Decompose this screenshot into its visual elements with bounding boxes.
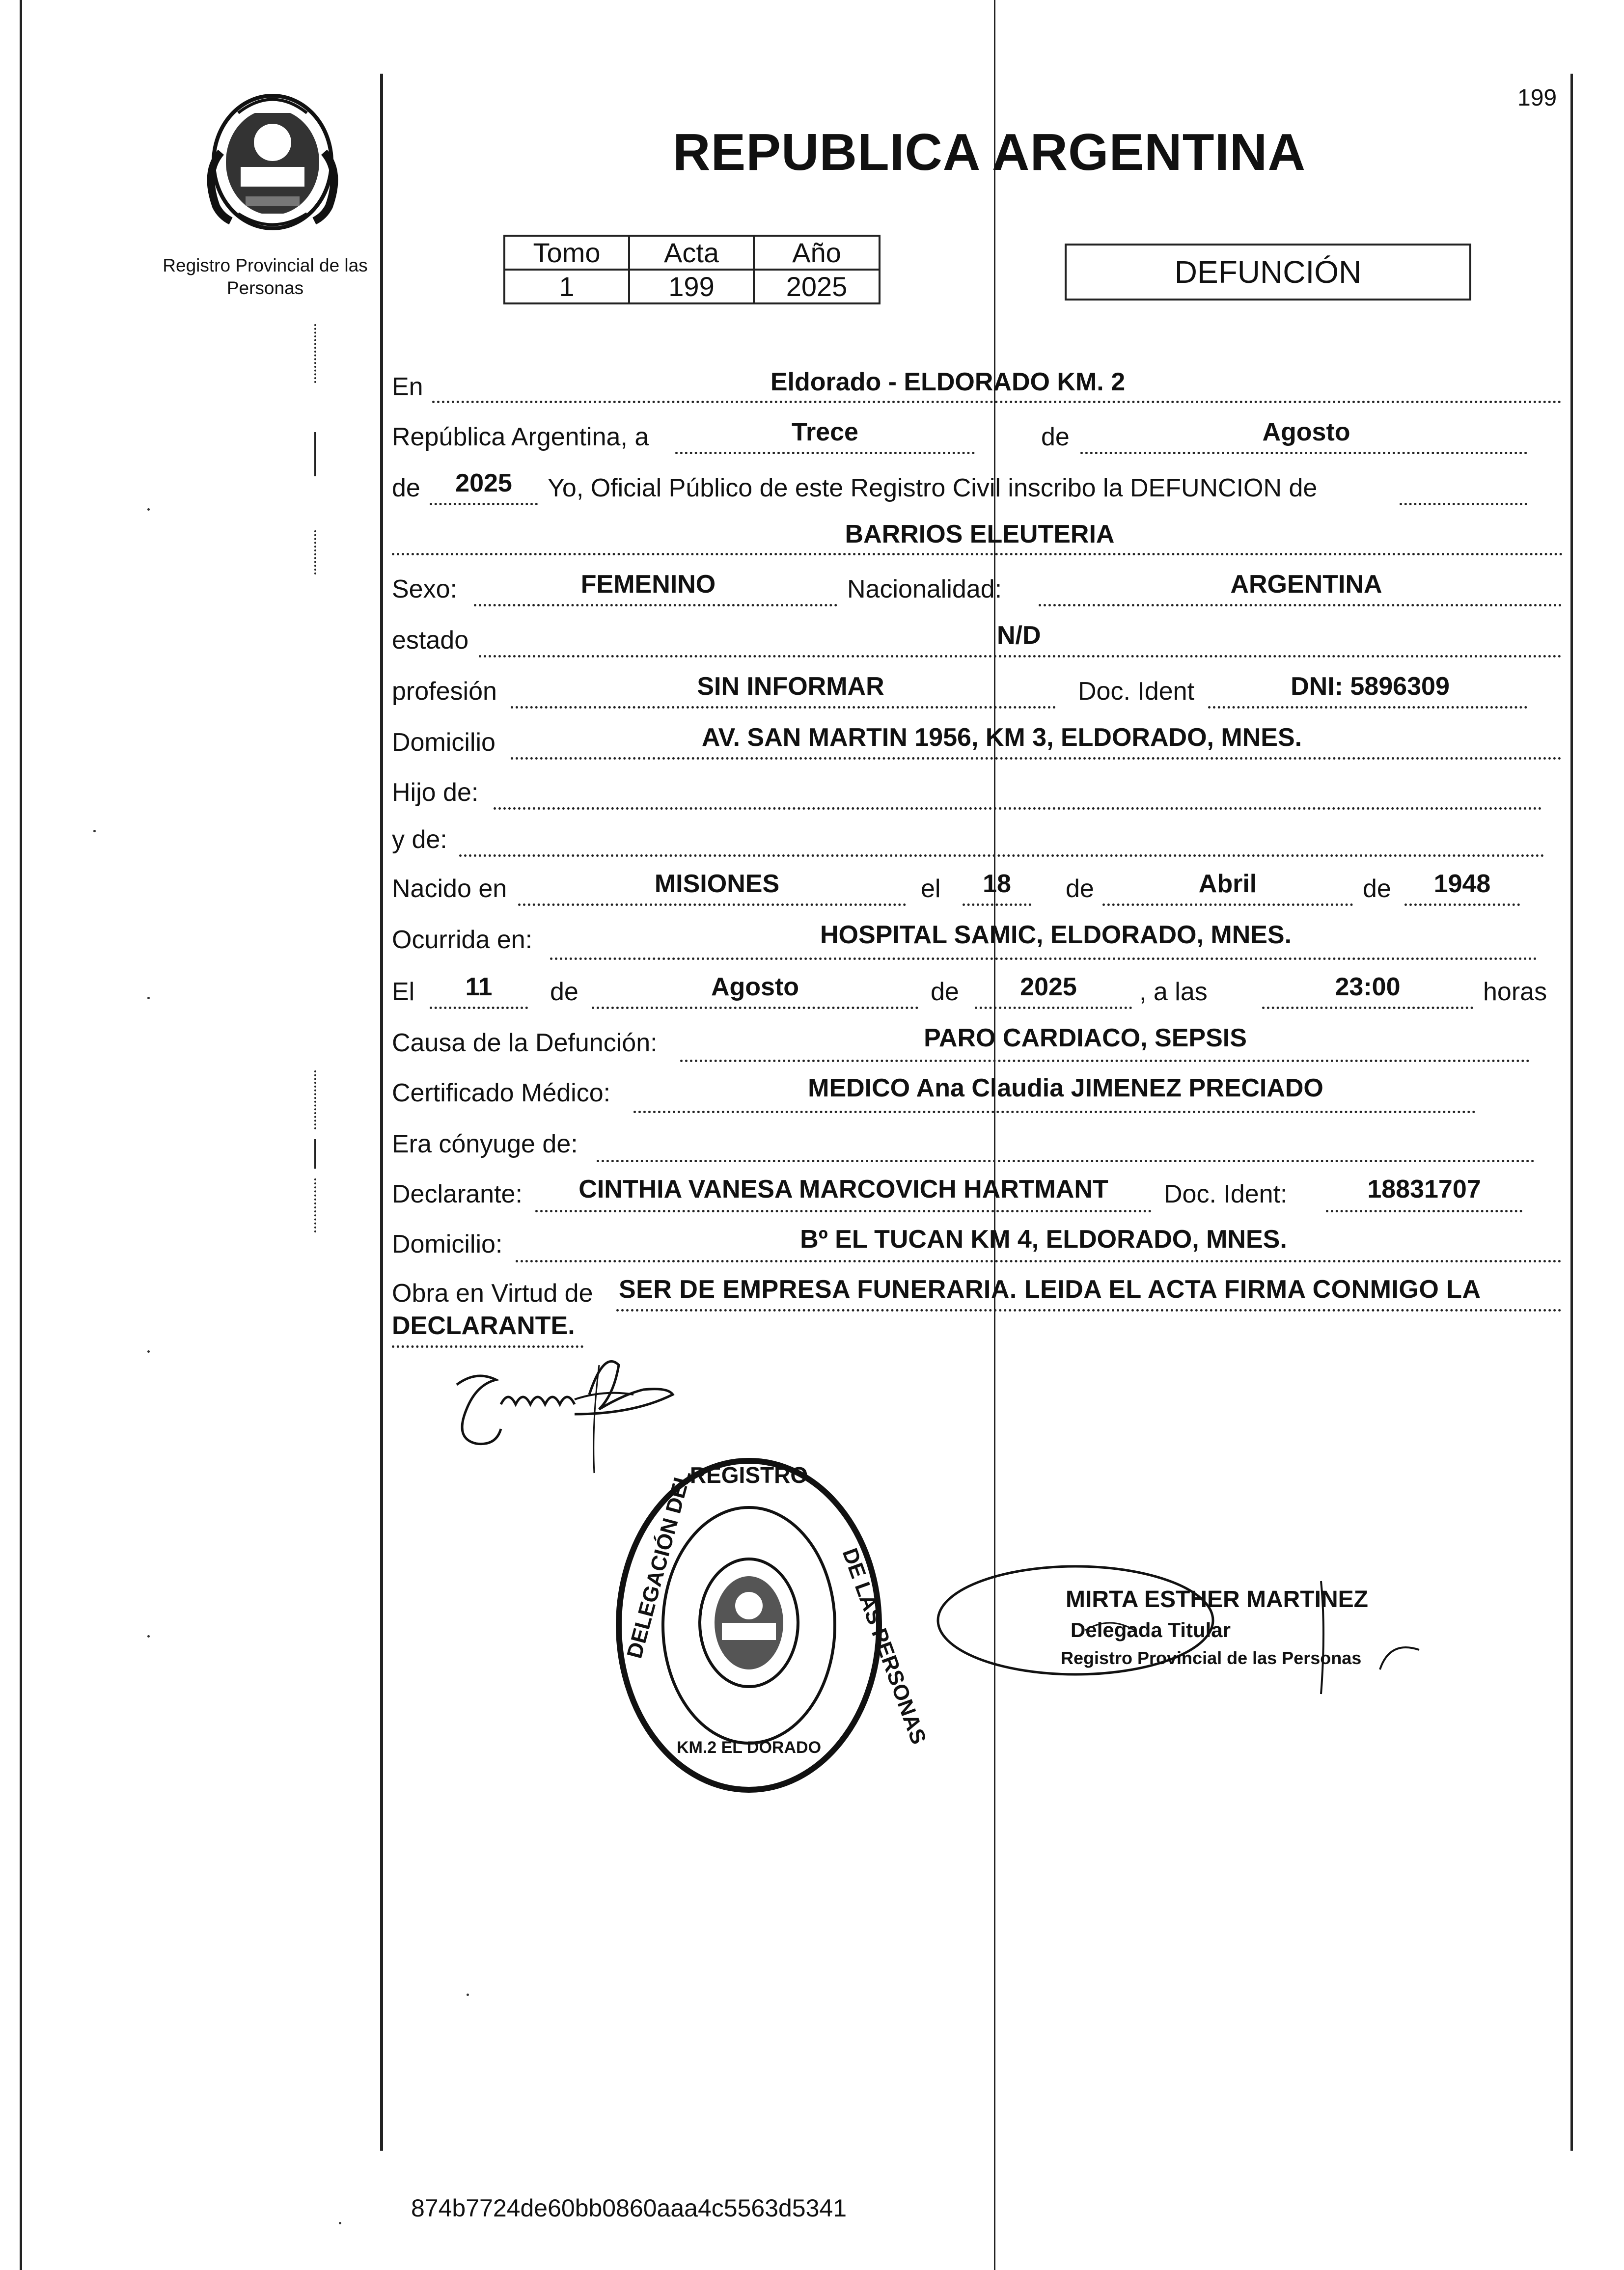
anio-value: 2025 (754, 270, 880, 303)
record-type-box (1065, 244, 1471, 301)
death-time-value: 23:00 (1335, 973, 1401, 1001)
tomo-header: Tomo (504, 236, 629, 270)
year-prefix-label: de (392, 474, 420, 502)
declarante-doc-line (1326, 1210, 1522, 1212)
registry-seal-stamp (611, 1453, 931, 1797)
estado-line (479, 655, 1562, 657)
ocurrida-label: Ocurrida en: (392, 926, 533, 954)
y-de-line (459, 854, 1544, 857)
speck (147, 997, 150, 999)
domicilio-declarante-label: Domicilio: (392, 1230, 503, 1258)
birth-month-value: Abril (1198, 870, 1257, 898)
tomo-value: 1 (504, 270, 629, 303)
conyuge-label: Era cónyuge de: (392, 1130, 578, 1158)
certificado-line (633, 1111, 1476, 1113)
doc-ident-line (1208, 706, 1527, 709)
birth-day-value: 18 (983, 870, 1011, 898)
en-line (432, 401, 1562, 403)
official-role: Delegada Titular (1071, 1618, 1231, 1641)
margin-mark (314, 1178, 316, 1232)
death-time-line (1262, 1007, 1473, 1009)
republica-label: República Argentina, a (392, 423, 649, 451)
official-name: MIRTA ESTHER MARTINEZ (1066, 1586, 1368, 1613)
death-de-label-2: de (931, 978, 959, 1006)
certificado-label: Certificado Médico: (392, 1079, 611, 1107)
record-table-header-row (504, 236, 880, 270)
death-year-value: 2025 (1020, 973, 1077, 1001)
deceased-name-line (392, 553, 1563, 555)
death-de-label: de (550, 978, 578, 1006)
speck (147, 1635, 150, 1638)
declarante-doc-value: 18831707 (1367, 1175, 1481, 1203)
nacido-label: Nacido en (392, 875, 507, 903)
speck (93, 830, 96, 832)
record-table (503, 235, 881, 304)
birth-day-line (963, 903, 1031, 906)
obra-value-line2: DECLARANTE. (392, 1312, 575, 1340)
birth-de-label-2: de (1363, 875, 1391, 903)
anio-header: Año (754, 236, 880, 270)
acta-header: Acta (629, 236, 754, 270)
birth-year-value: 1948 (1433, 870, 1491, 898)
domicilio-declarante-value: Bº EL TUCAN KM 4, ELDORADO, MNES. (800, 1225, 1287, 1254)
speck (147, 1350, 150, 1353)
nacionalidad-line (1039, 604, 1562, 606)
year-line (430, 503, 538, 505)
profesion-value: SIN INFORMAR (697, 672, 884, 701)
declarante-value: CINTHIA VANESA MARCOVICH HARTMANT (578, 1175, 1108, 1203)
death-day-line (430, 1007, 528, 1009)
document-hash: 874b7724de60bb0860aaa4c5563d5341 (411, 2194, 847, 2222)
death-day-value: 11 (465, 973, 493, 1001)
svg-text:KM.2 EL DORADO: KM.2 EL DORADO (676, 1738, 822, 1757)
fold-line (994, 0, 995, 2270)
estado-label: estado (392, 626, 469, 655)
hijo-de-label: Hijo de: (392, 778, 479, 807)
nacionalidad-label: Nacionalidad: (847, 575, 1002, 603)
record-type: DEFUNCIÓN (1174, 254, 1362, 290)
sexo-value: FEMENINO (580, 570, 716, 599)
en-value: Eldorado - ELDORADO KM. 2 (770, 368, 1126, 396)
speck (147, 508, 150, 511)
en-label: En (392, 373, 423, 401)
statement-line (1400, 503, 1527, 505)
left-border-line (20, 0, 22, 2270)
horas-label: horas (1483, 978, 1547, 1006)
causa-line (680, 1060, 1530, 1062)
month-line (1080, 452, 1527, 454)
record-table-value-row (504, 270, 880, 303)
year-value: 2025 (455, 469, 512, 497)
day-word-value: Trece (792, 418, 858, 446)
province-crest-logo (192, 83, 354, 236)
ocurrida-value: HOSPITAL SAMIC, ELDORADO, MNES. (820, 921, 1292, 949)
declarante-label: Declarante: (392, 1180, 523, 1208)
sexo-line (474, 604, 837, 606)
death-year-line (975, 1007, 1132, 1009)
svg-text:DELEGACIÓN DEL: DELEGACIÓN DEL (622, 1468, 696, 1661)
official-office: Registro Provincial de las Personas (1061, 1648, 1362, 1668)
doc-ident-label: Doc. Ident (1078, 677, 1195, 706)
el-label-2: El (392, 978, 415, 1006)
page-number: 199 (1517, 85, 1557, 111)
domicilio-label: Domicilio (392, 728, 495, 757)
nacido-value: MISIONES (654, 870, 780, 898)
registry-label: Registro Provincial de las Personas (163, 255, 368, 298)
nacionalidad-value: ARGENTINA (1230, 570, 1382, 599)
acta-value: 199 (629, 270, 754, 303)
profesion-label: profesión (392, 677, 497, 706)
profesion-line (511, 706, 1056, 709)
obra-value-line1: SER DE EMPRESA FUNERARIA. LEIDA EL ACTA FIRMA CONMIGO LA (619, 1275, 1481, 1304)
declarante-line (535, 1210, 1152, 1212)
form-left-border (380, 74, 383, 2151)
svg-text:DE LAS PERSONAS: DE LAS PERSONAS (837, 1545, 931, 1748)
margin-mark (314, 530, 316, 574)
el-label: el (921, 875, 941, 903)
speck (339, 2222, 341, 2224)
hijo-de-line (494, 807, 1542, 810)
causa-value: PARO CARDIACO, SEPSIS (924, 1024, 1247, 1052)
statement-text: Yo, Oficial Público de este Registro Civil inscribo la DEFUNCION de (548, 474, 1318, 502)
svg-text:REGISTRO: REGISTRO (689, 1462, 808, 1488)
conyuge-line (597, 1160, 1535, 1162)
causa-label: Causa de la Defunción: (392, 1029, 658, 1057)
margin-mark (314, 432, 316, 476)
birth-month-line (1102, 903, 1353, 906)
obra-label: Obra en Virtud de (392, 1279, 593, 1308)
domicilio-declarante-line (516, 1260, 1562, 1262)
official-signature-scrawl (938, 1552, 1419, 1738)
birth-year-line (1404, 903, 1520, 906)
form-right-border (1570, 74, 1573, 2151)
birth-de-label: de (1066, 875, 1094, 903)
page-title: REPUBLICA ARGENTINA (673, 123, 1306, 181)
month-word-value: Agosto (1262, 418, 1350, 446)
sexo-label: Sexo: (392, 575, 457, 603)
deceased-name: BARRIOS ELEUTERIA (845, 520, 1115, 548)
day-line (675, 452, 975, 454)
margin-mark (314, 324, 316, 383)
de-label: de (1041, 423, 1070, 451)
ocurrida-line (550, 957, 1537, 960)
official-stamp-signature (938, 1552, 1419, 1738)
margin-mark (314, 1139, 316, 1169)
a-las-label: , a las (1139, 978, 1208, 1006)
death-month-value: Agosto (711, 973, 799, 1001)
y-de-label: y de: (392, 825, 447, 854)
domicilio-line (511, 757, 1562, 760)
certificado-value: MEDICO Ana Claudia JIMENEZ PRECIADO (808, 1074, 1323, 1102)
doc-ident-value: DNI: 5896309 (1291, 672, 1450, 701)
obra-line-1 (616, 1309, 1562, 1312)
domicilio-value: AV. SAN MARTIN 1956, KM 3, ELDORADO, MNES. (701, 723, 1302, 752)
estado-value: N/D (997, 621, 1041, 650)
nacido-line (518, 903, 906, 906)
declarante-doc-label: Doc. Ident: (1164, 1180, 1288, 1208)
margin-mark (314, 1070, 316, 1129)
death-month-line (592, 1007, 918, 1009)
speck (467, 1994, 469, 1996)
